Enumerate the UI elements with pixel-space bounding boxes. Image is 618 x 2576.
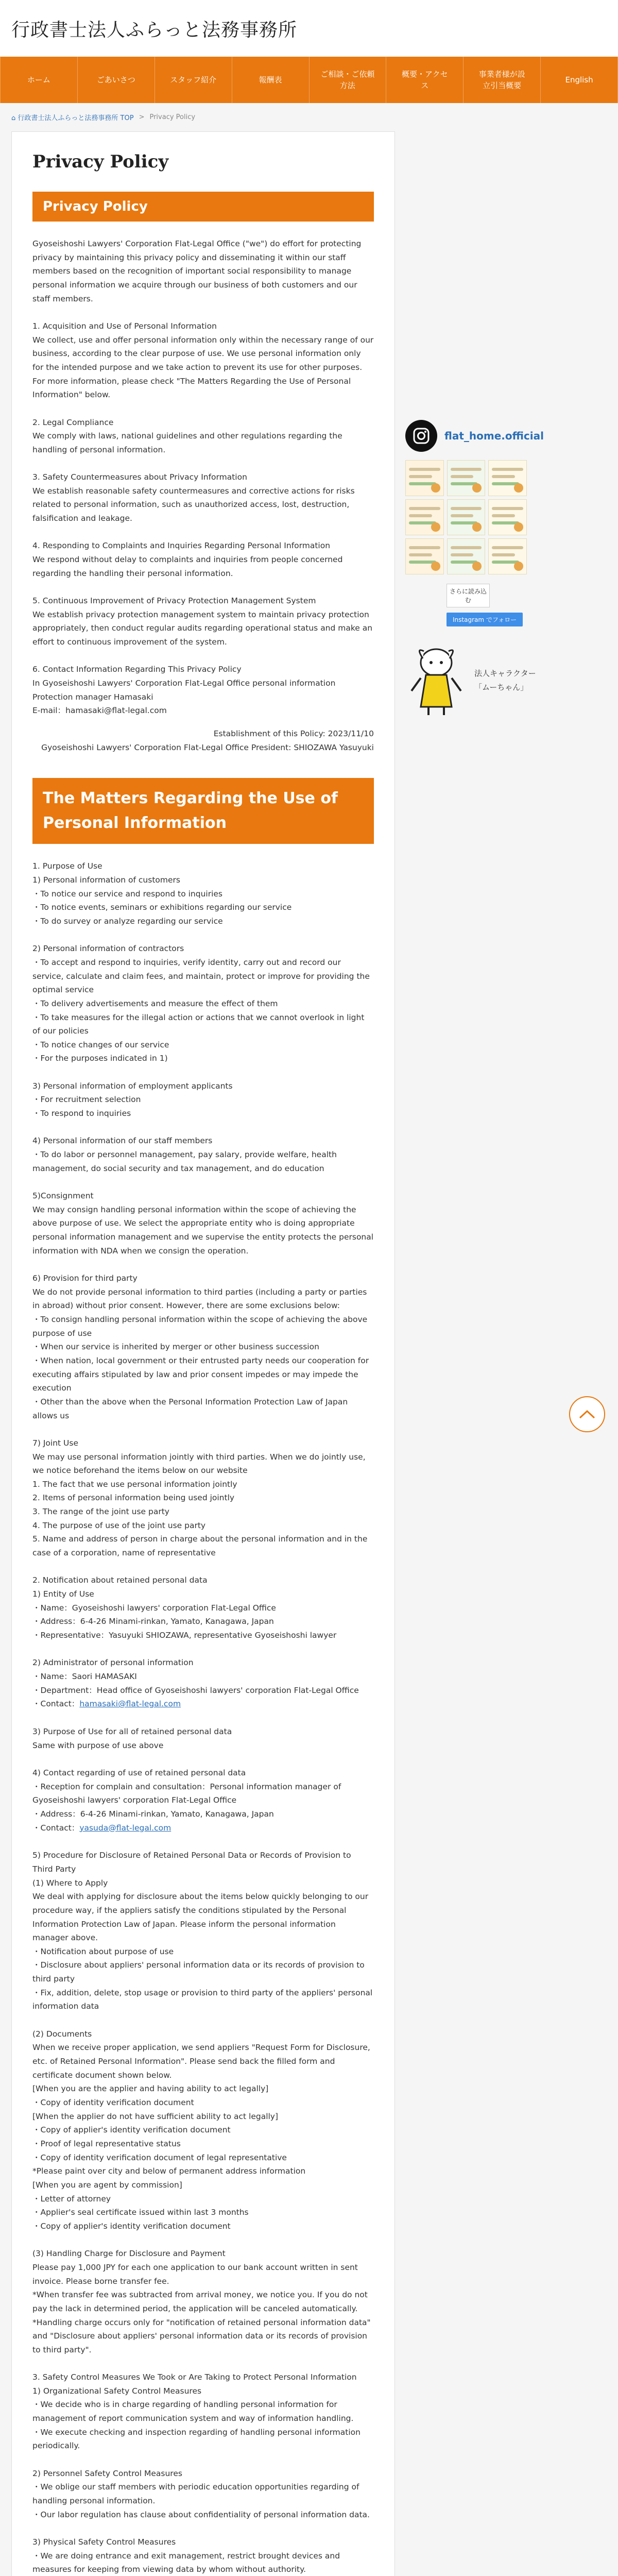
matters-body-part2: 3) Purpose of Use for all of retained personal data Same with purpose of use above 4) Contact regarding of use of retained personal data ・Reception for complain and consultation：Personal information manager of Gyoseishoshi lawyers' corporation Flat-Legal Office ・Address：6-4-26 Minami-rinkan, Yamato, Kanagawa, Japan [32,1726,341,1819]
instagram-post[interactable] [488,538,527,574]
instagram-handle-link[interactable]: flat_home.official [444,430,544,442]
nav-item-home[interactable]: ホーム [0,57,78,103]
sidebar [405,131,606,2576]
contact-email-link-1[interactable]: hamasaki@flat-legal.com [79,1699,181,1709]
policy-president: Gyoseishoshi Lawyers' Corporation Flat-Legal Office President: SHIOZAWA Yasuyuki [41,742,374,752]
site-header [0,0,618,57]
instagram-post[interactable] [488,460,527,496]
nav-item-english[interactable]: English [541,57,618,103]
breadcrumb-home-link[interactable] [11,112,134,122]
matters-heading: The Matters Regarding the Use of Personal Information [32,778,374,844]
contact-email-link-2[interactable]: yasuda@flat-legal.com [79,1823,171,1833]
main-content [11,131,395,2576]
page-title: Privacy Policy [32,151,169,172]
home-icon: ⌂ [11,114,16,122]
instagram-icon[interactable] [405,420,437,452]
privacy-policy-heading: Privacy Policy [32,192,374,222]
policy-signature [32,727,374,754]
breadcrumb-home-label: 行政書士法人ふらっと法務事務所 TOP [18,114,134,122]
back-to-top-button[interactable] [569,1396,605,1432]
site-logo-title[interactable]: 行政書士法人ふらっと法務事務所 [11,19,298,41]
nav-item-staff[interactable]: スタッフ紹介 [155,57,232,103]
breadcrumb-current: Privacy Policy [149,113,196,121]
nav-item-fees[interactable]: 報酬表 [232,57,310,103]
contact-prefix-2: ・Contact： [32,1823,80,1833]
mascot-label: 法人キャラクター 「ムーちゃん」 [474,669,536,692]
contact-line-2 [32,1821,374,1835]
instagram-follow-button[interactable]: Instagram でフォロー [447,613,523,626]
matters-body-part3: 5) Procedure for Disclosure of Retained Personal Data or Records of Provision to Third Party (1) Where to Apply We deal with applying for disclosure about the items below quickly belonging to our procedure way, if the appliers satisfy the conditions stipulated by the Personal Information Protection Law of Japan. Please inform the personal information manager above. ・Notification about purpose of use ・Disclosure about appliers' personal information data or its records of provision to third party ・Fix, addition, delete, stop usage or provision to third party of the appliers' personal information data (2) Documents When we receive proper application, we send appliers "Request Form for Disclosure, etc. of Retained Personal Information". Please send back the filled form and certificate document shown below. [When you are the applier and having ability to act legally] ・Copy of identity verification document [When the applier do not have sufficient ability to act legally] ・Copy of applier's identity verification document ・Proof of legal representative status ・Copy of identity verification document of legal representative *Please paint over city and below of permanent address information [When you are agent by commission] ・Letter of attorney ・Applier's seal certificate issued within last 3 months ・Copy of applier's identity verification document (3) Handling Charge for Disclosure and Payment Please pay 1,000 JPY for each one application to our bank account written in sent invoice. Please borne transfer fee. *When transfer fee was subtracted from arrival money, we notice you. If you do not pay the lack in determined period, the application will be canceled automatically. *Handling charge occurs only for "notification of retained personal information data" and "Disclosure about appliers' personal information data or its records of provision to third party". 3. Safety Control Measures We Took or Are Taking to Protect Personal Information 1) Organizational Safety Control Measures ・We decide who is in charge regarding of handling personal information for management of report communication system and way of information handling. ・We execute checking and inspection regarding of handling personal information periodically. 2) Personnel Safety Control Measures ・We oblige our staff members with periodic education opportunities regarding of handling personal information. ・Our labor regulation has clause about confidentiality of personal information data. 3) Physical Safety Control Measures ・We are doing entrance and exit management, restrict brought devices and measures for keeping from viewing data by whom without authority. [32,1851,373,2574]
policy-established: Establishment of this Policy: 2023/11/10 [213,728,374,738]
matters-body-part1: 1. Purpose of Use 1) Personal information of customers ・To notice our service and respond to inquiries ・To notice events, seminars or exhibitions regarding our service ・To do survey or analyze regarding our service 2) Personal information of contractors ・To accept and respond to inquiries, verify identity, carry out and record our service, calculate and claim fees, and maintain, protect or improve for providing the optimal service ・To delivery advertisements and measure the effect of them ・To take measures for the illegal action or actions that we cannot overlook in light of our policies ・To notice changes of our service ・For the purposes indicated in 1) 3) Personal information of employment applicants ・For recruitment selection ・To respond to inquiries 4) Personal information of our staff members ・To do labor or personnel management, pay salary, provide welfare, health management, do social security and tax management, and do education 5)Consignment We may consign handling personal information within the scope of achieving the above purpose of use. We select the appropriate entity who is doing appropriate personal information management and we supervise the entity protects the personal information with NDA when we consign the operation. 6) Provision for third party We do not provide personal information to third parties (including a party or parties in abroad) without prior consent. However, there are some exclusions below: ・To consign handling personal information within the scope of achieving the above purpose of use ・When our service is inherited by merger or other business succession ・When nation, local government or their entrusted party needs our cooperation for executing affairs stipulated by law and prior consent impedes or may impede the execution ・Other than the above when the Personal Information Protection Law of Japan allows us 7) Joint Use We may use personal information jointly with third parties. When we do jointly use, we notice beforehand the items below on our website 1. The fact that we use personal information jointly 2. Items of personal information being used jointly 3. The range of the joint use party 4. The purpose of use of the joint use party 5. Name and address of person in charge about the personal information and in the case of a corporation, name of representative 2. Notification about retained personal data 1) Entity of Use ・Name：Gyoseishoshi lawyers' corporation Flat-Legal Office ・Address：6-4-26 Minami-rinkan, Yamato, Kanagawa, Japan ・Representative：Yasuyuki SHIOZAWA, representative Gyoseishoshi lawyer 2) Administrator of personal information ・Name：Saori HAMASAKI ・Department：Head office of Gyoseishoshi lawyers' corporation Flat-Legal Office [32,861,374,1695]
contact-prefix-1: ・Contact： [32,1699,80,1709]
instagram-post[interactable] [488,499,527,535]
global-nav [0,57,618,103]
instagram-post[interactable] [405,538,444,574]
breadcrumb-separator: > [139,113,145,121]
load-more-button[interactable]: さらに読み込む [447,584,490,607]
nav-item-consultation[interactable]: ご相談・ご依頼 方法 [310,57,387,103]
instagram-post[interactable] [405,460,444,496]
instagram-header [405,420,606,452]
instagram-post[interactable] [447,538,486,574]
instagram-post[interactable] [447,460,486,496]
instagram-feed-grid [405,460,527,574]
chevron-up-icon [578,1409,596,1419]
instagram-post[interactable] [447,499,486,535]
mascot-image [405,642,467,719]
instagram-post[interactable] [405,499,444,535]
nav-item-access[interactable]: 概要・アクセ ス [386,57,464,103]
nav-item-greeting[interactable]: ごあいさつ [78,57,155,103]
nav-item-business[interactable]: 事業者様が設 立引当概要 [464,57,541,103]
contact-line-1 [32,1697,374,1711]
privacy-policy-body: Gyoseishoshi Lawyers' Corporation Flat-Legal Office ("we") do effort for protecting privacy by maintaining this privacy policy and disseminating it within our staff members based on the recognition of important social responsibility to manage personal information we acquire through our business of both customers and our staff members. 1. Acquisition and Use of Personal Information We collect, use and offer personal information only within the necessary range of our business, according to the clear purpose of use. We use personal information only for the intended purpose and we take action to prevent its use for other purposes. For more information, please check "The Matters Regarding the Use of Personal Information" below. 2. Legal Compliance We comply with laws, national guidelines and other regulations regarding the handling of personal information. 3. Safety Countermeasures about Privacy Information We establish reasonable safety countermeasures and corrective actions for risks related to personal information, such as unauthorized access, lost, destruction, falsification and leakage. 4. Responding to Complaints and Inquiries Regarding Personal Information We respond without delay to complaints and inquiries from people concerned regarding the handling their personal information. 5. Continuous Improvement of Privacy Protection Management System We establish privacy protection management system to maintain privacy protection appropriately, then conduct regular audits regarding operational status and make an effort to continuous improvement of the system. 6. Contact Information Regarding This Privacy Policy In Gyoseishoshi Lawyers' Corporation Flat-Legal Office personal information Protection manager Hamasaki E-mail：hamasaki@flat-legal.com [32,239,374,716]
breadcrumb [0,103,618,131]
mascot-section [405,642,606,719]
